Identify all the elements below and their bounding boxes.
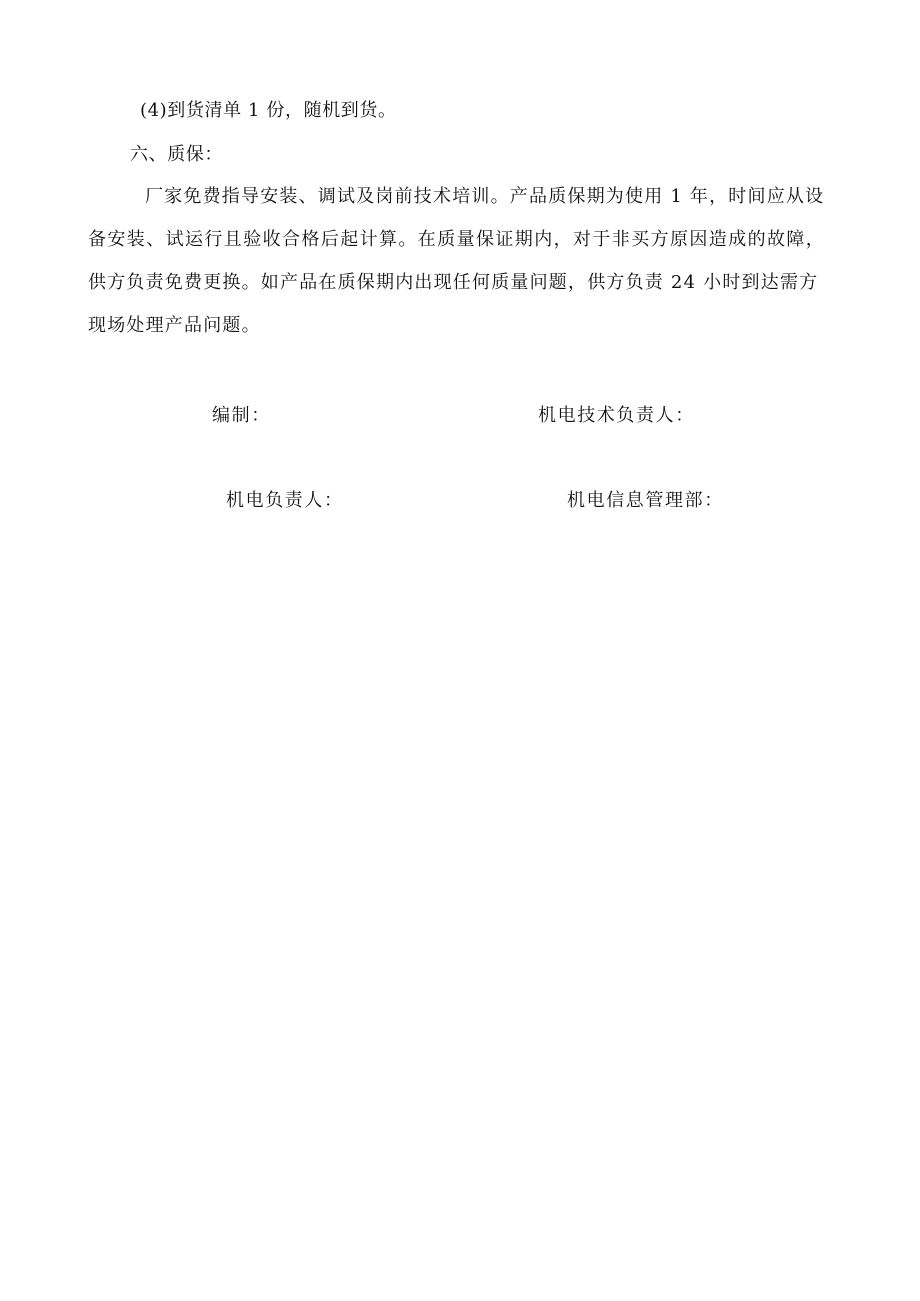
- warranty-paragraph-line-4: 现场处理产品问题。: [88, 315, 261, 336]
- signature-editor-label: 编制：: [212, 405, 271, 426]
- signature-department-label: 机电信息管理部：: [567, 490, 724, 511]
- signature-lead-label: 机电负责人：: [226, 490, 344, 511]
- warranty-paragraph-line-1: 厂家免费指导安装、调试及岗前技术培训。产品质保期为使用 1 年，时间应从设: [145, 186, 825, 207]
- delivery-list-item: (4)到货清单 1 份，随机到货。: [140, 100, 397, 121]
- warranty-paragraph-line-3: 供方负责免费更换。如产品在质保期内出现任何质量问题，供方负责 24 小时到达需方: [88, 272, 819, 293]
- section-heading-warranty: 六、质保：: [130, 144, 223, 165]
- warranty-paragraph-line-2: 备安装、试运行且验收合格后起计算。在质量保证期内，对于非买方原因造成的故障，: [88, 229, 826, 250]
- signature-tech-lead-label: 机电技术负责人：: [538, 405, 695, 426]
